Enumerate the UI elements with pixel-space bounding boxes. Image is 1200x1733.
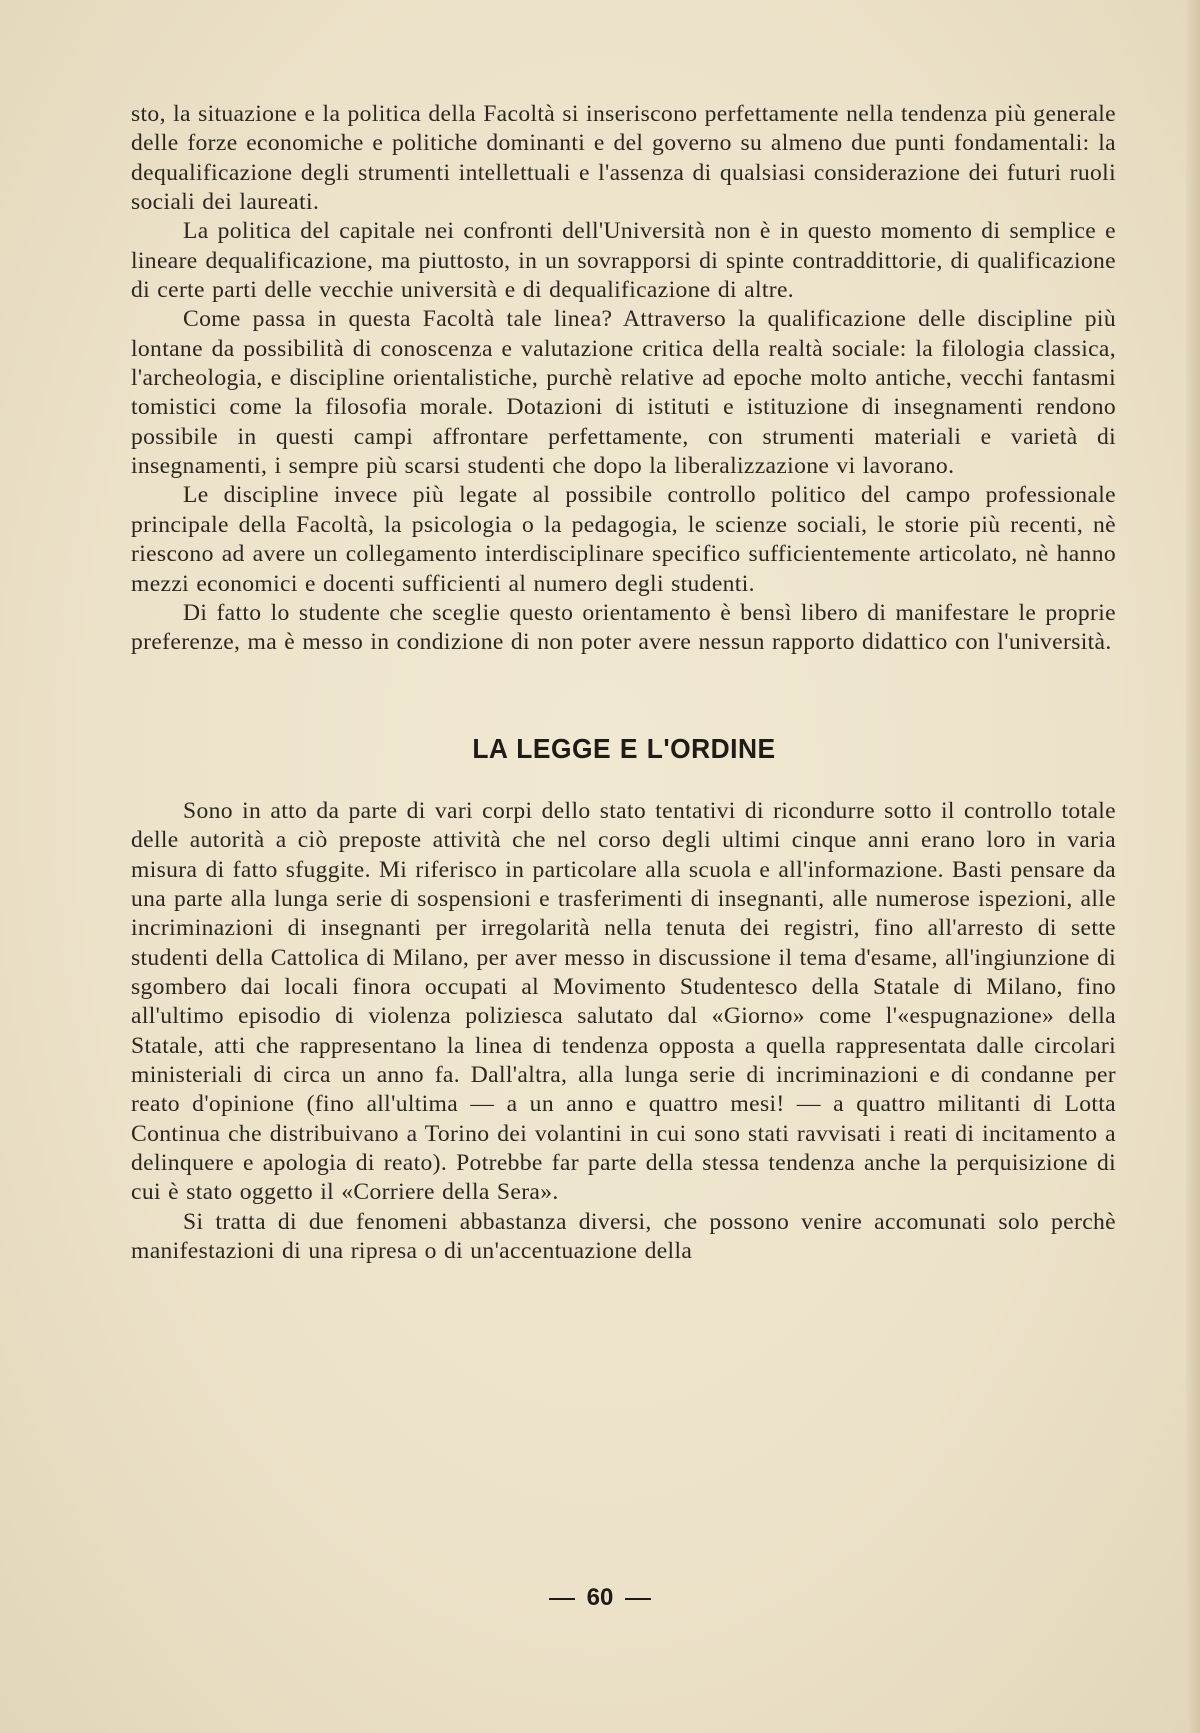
section-heading-wrap: [131, 734, 1116, 766]
paragraph: La politica del capitale nei confronti dell'Università non è in questo momento di semplice e lineare dequalificazione, ma piuttosto, in un sovrapporsi di spinte contraddittorie, di qualificazione di certe parti delle vecchie università e di dequalificazione di altre.: [131, 218, 1116, 304]
dash-left: [549, 1598, 575, 1600]
page-number-value: 60: [586, 1584, 614, 1611]
section-heading: LA LEGGE E L'ORDINE: [471, 732, 776, 764]
paragraph-continuation: sto, la situazione e la politica della Facoltà si inseriscono perfettamente nella tendenza più generale delle forze economiche e politiche dominanti e del governo su almeno due punti fondamentali: la dequalificazione degli strumenti intellettuali e l'assenza di qualsiasi considerazione dei futuri ruoli sociali dei laureati.: [131, 101, 1116, 216]
page-number: [0, 1584, 1200, 1612]
dash-right: [625, 1598, 651, 1600]
paragraph: Si tratta di due fenomeni abbastanza diversi, che possono venire accomunati solo perchè manifestazioni di una ripresa o di un'accentuazione della: [131, 1208, 1116, 1265]
paragraph: Le discipline invece più legate al possibile controllo politico del campo professionale principale della Facoltà, la psicologia o la pedagogia, le scienze sociali, le storie più recenti, nè riescono ad avere un collegamento interdisciplinare specifico sufficientemente articolato, nè hanno mezzi economici e docenti sufficienti al numero degli studenti.: [131, 482, 1116, 597]
page-edge: [1186, 0, 1200, 1733]
paragraph: Come passa in questa Facoltà tale linea? Attraverso la qualificazione delle discipline più lontane da possibilità di conoscenza e valutazione critica della realtà sociale: la filologia classica, l'archeologia, e discipline orientalistiche, purchè relative ad epoche molto antiche, vecchi fantasmi tomistici come la filosofia morale. Dotazioni di istituti e istituzione di insegnamenti rendono possibile in questi campi affrontare perfettamente, con strumenti materiali e varietà di insegnamenti, i sempre più scarsi studenti che dopo la liberalizzazione vi lavorano.: [131, 306, 1116, 480]
text-body: [131, 100, 1116, 1266]
paragraph: Di fatto lo studente che sceglie questo orientamento è bensì libero di manifestare le proprie preferenze, ma è messo in condizione di non poter avere nessun rapporto didattico con l'università.: [131, 599, 1116, 656]
paragraph: Sono in atto da parte di vari corpi dello stato tentativi di ricondurre sotto il controllo totale delle autorità a ciò preposte attività che nel corso degli ultimi cinque anni erano loro in varia misura di fatto sfuggite. Mi riferisco in particolare alla scuola e all'informazione. Basti pensare da una parte alla lunga serie di sospensioni e trasferimenti di insegnanti, alle numerose ispezioni, alle incriminazioni di insegnanti per irregolarità nella tenuta dei registri, fino all'arresto di sette studenti della Cattolica di Milano, per aver messo in discussione il tema d'esame, all'ingiunzione di sgombero dai locali finora occupati al Movimento Studentesco della Statale di Milano, fino all'ultimo episodio di violenza poliziesca salutato dal «Giorno» come l'«espugnazione» della Statale, atti che rappresentano la linea di tendenza opposta a quella rappresentata dalle circolari ministeriali di circa un anno fa. Dall'altra, alla lunga serie di incriminazioni e di condanne per reato d'opinione (fino all'ultima — a un anno e quattro mesi! — a quattro militanti di Lotta Continua che distribuivano a Torino dei volantini in cui sono stati ravvisati i reati di incitamento a delinquere e apologia di reato). Potrebbe far parte della stessa tendenza anche la perquisizione di cui è stato oggetto il «Corriere della Sera».: [131, 797, 1116, 1206]
